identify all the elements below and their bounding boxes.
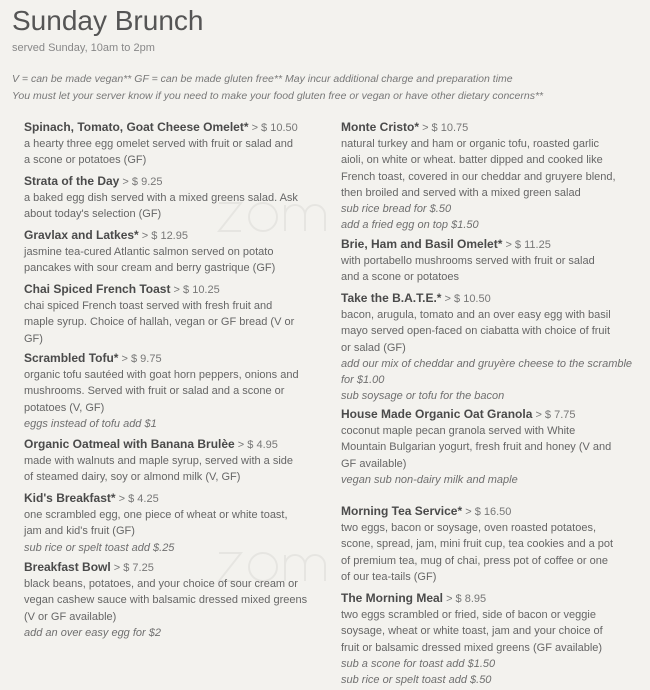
item-name: Gravlax and Latkes*: [24, 228, 139, 242]
item-note: sub a scone for toast add $1.50: [341, 657, 496, 670]
menu-item: [24, 281, 294, 347]
item-description: fruit or balsamic dressed mixed greens (GF available): [341, 641, 603, 654]
item-price: > $ 7.25: [113, 562, 154, 574]
item-name: The Morning Meal: [341, 591, 443, 605]
item-description: French toast, covered in our cheddar and gruyere blend,: [341, 170, 616, 183]
item-description: of steamed dairy, soy or almond milk (V, GF): [24, 471, 241, 484]
item-description: jam and kid's fruit (GF): [24, 525, 135, 538]
item-price: > $ 10.25: [173, 284, 220, 296]
menu-item: [341, 590, 603, 688]
menu-item: [341, 119, 616, 233]
item-description: made with walnuts and maple syrup, served with a side: [24, 455, 294, 468]
item-name: Monte Cristo*: [341, 120, 419, 134]
item-name: Breakfast Bowl: [24, 560, 111, 574]
item-price: > $ 4.95: [237, 439, 278, 451]
item-description: black beans, potatoes, and your choice of sour cream or: [24, 578, 298, 591]
item-note: eggs instead of tofu add $1: [24, 417, 157, 430]
menu-item: [24, 119, 298, 169]
dietary-notice: You must let your server know if you need to make your food gluten free or vegan or have other dietary concerns**: [12, 90, 544, 102]
menu-item: [341, 503, 613, 585]
item-description: Mountain Bulgarian yogurt, fresh fruit and honey (V and: [341, 441, 612, 454]
item-name: Strata of the Day: [24, 174, 120, 188]
menu-item: [24, 490, 288, 556]
item-description: of premium tea, mug of chai, press pot of coffee or one: [341, 554, 608, 567]
item-name: House Made Organic Oat Granola: [341, 407, 533, 421]
item-price: > $ 9.75: [121, 353, 162, 365]
service-hours: served Sunday, 10am to 2pm: [12, 42, 155, 54]
item-description: (V or GF available): [24, 610, 117, 623]
item-note: add our mix of cheddar and gruyère cheese to the scramble: [341, 357, 633, 370]
item-description: and a scone or potatoes: [341, 271, 460, 284]
item-description: GF): [24, 332, 43, 345]
item-description: two eggs, bacon or soysage, oven roasted potatoes,: [341, 522, 596, 535]
item-description: mushrooms. Served with fruit or salad and a scone or: [24, 385, 285, 398]
item-description: bacon, arugula, tomato and an over easy egg with basil: [341, 309, 611, 322]
item-price: > $ 9.25: [122, 176, 163, 188]
menu-item: [341, 406, 611, 488]
menu-item: [341, 290, 632, 404]
item-note: add a fried egg on top $1.50: [341, 219, 479, 232]
dietary-legend: V = can be made vegan** GF = can be made gluten free** May incur additional charge and preparation time: [12, 73, 513, 85]
item-description: a hearty three egg omelet served with fruit or salad and: [24, 138, 294, 151]
item-name: Scrambled Tofu*: [24, 351, 119, 365]
item-description: a scone or potatoes (GF): [24, 154, 147, 167]
item-description: aioli, on white or wheat. batter dipped and cooked like: [341, 154, 603, 167]
item-price: > $ 11.25: [505, 239, 551, 251]
item-description: maple syrup. Choice of hallah, vegan or GF bread (V or: [24, 316, 295, 329]
item-name: Morning Tea Service*: [341, 504, 463, 518]
page-title: Sunday Brunch: [12, 5, 204, 36]
item-description: organic tofu sautéed with goat horn peppers, onions and: [24, 369, 299, 382]
item-note: for $1.00: [341, 374, 385, 387]
item-description: pancakes with sour cream and berry gastrique (GF): [24, 262, 276, 275]
item-note: add an over easy egg for $2: [24, 626, 161, 639]
item-description: with portabello mushrooms served with fruit or salad: [341, 255, 595, 268]
menu-item: [24, 559, 307, 641]
item-description: jasmine tea-cured Atlantic salmon served on potato: [24, 246, 274, 259]
item-price: > $ 8.95: [446, 593, 487, 605]
item-description: natural turkey and ham or organic tofu, roasted garlic: [341, 138, 600, 151]
item-description: GF available): [341, 457, 407, 470]
item-note: sub rice or spelt toast add $.50: [341, 674, 492, 687]
item-description: coconut maple pecan granola served with White: [341, 425, 576, 438]
item-description: a baked egg dish served with a mixed greens salad. Ask: [24, 192, 298, 205]
item-description: scone, spread, jam, mini fruit cup, tea cookies and a pot: [341, 538, 614, 551]
item-price: > $ 12.95: [141, 230, 188, 242]
item-price: > $ 10.50: [444, 293, 491, 305]
item-name: Organic Oatmeal with Banana Brulèe: [24, 437, 235, 451]
item-description: two eggs scrambled or fried, side of bacon or veggie: [341, 609, 596, 622]
item-note: sub rice or spelt toast add $.25: [24, 541, 175, 554]
menu-item: [24, 436, 293, 486]
menu-item: [24, 227, 275, 277]
item-name: Chai Spiced French Toast: [24, 282, 171, 296]
item-note: sub soysage or tofu for the bacon: [341, 390, 505, 403]
item-description: or salad (GF): [341, 341, 406, 354]
item-description: mayo served open-faced on ciabatta with choice of fruit: [341, 325, 611, 338]
item-name: Brie, Ham and Basil Omelet*: [341, 237, 503, 251]
item-name: Take the B.A.T.E.*: [341, 291, 442, 305]
menu-item: [24, 350, 299, 432]
item-description: vegan cashew sauce with balsamic dressed mixed greens: [24, 594, 308, 607]
item-note: vegan sub non-dairy milk and maple: [341, 473, 518, 486]
item-price: > $ 16.50: [465, 506, 512, 518]
item-description: potatoes (V, GF): [24, 401, 105, 414]
item-price: > $ 7.75: [535, 409, 576, 421]
item-name: Kid's Breakfast*: [24, 491, 116, 505]
item-description: soysage, wheat or white toast, jam and your choice of: [341, 625, 603, 638]
item-price: > $ 4.25: [118, 493, 159, 505]
item-description: then broiled and served with a mixed green salad: [341, 186, 581, 199]
menu-item: [24, 173, 298, 223]
item-description: chai spiced French toast served with fresh fruit and: [24, 300, 273, 313]
item-price: > $ 10.50: [251, 122, 298, 134]
item-name: Spinach, Tomato, Goat Cheese Omelet*: [24, 120, 249, 134]
item-description: one scrambled egg, one piece of wheat or white toast,: [24, 509, 288, 522]
item-note: sub rice bread for $.50: [341, 203, 452, 216]
item-description: about today's selection (GF): [24, 208, 162, 221]
item-price: > $ 10.75: [422, 122, 469, 134]
menu-item: [341, 236, 595, 286]
item-description: of our tea-tails (GF): [341, 570, 437, 583]
